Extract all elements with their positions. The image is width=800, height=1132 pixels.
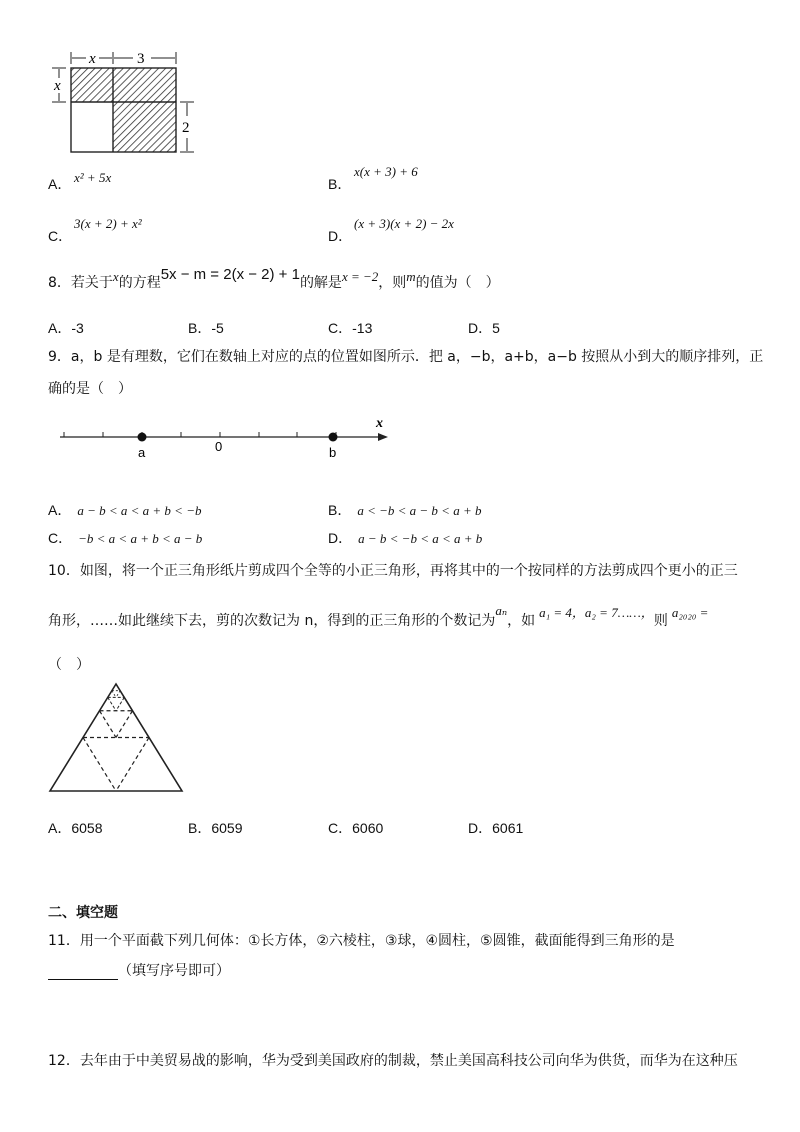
option-letter: A． <box>48 176 72 192</box>
point-label-a: a <box>138 445 146 460</box>
q7-option-d-expr: (x + 3)(x + 2) − 2x <box>354 216 454 231</box>
q9-stem-line2: 确的是（ ） <box>48 381 132 397</box>
option-letter: D． <box>328 228 353 244</box>
q8-option-c[interactable]: C．-13 <box>328 320 373 336</box>
hatched-bottom-right <box>113 102 176 152</box>
q8-solution: x = −2 <box>341 269 379 284</box>
q9-option-c[interactable]: C． −b < a < a + b < a − b <box>48 530 203 546</box>
number-line <box>0 410 800 490</box>
q7-option-a-expr: x² + 5x <box>74 170 112 185</box>
q10-stem-line3: （ ） <box>48 657 90 673</box>
q10-stem-line1: 10．如图，将一个正三角形纸片剪成四个全等的小正三角形，再将其中的一个按同样的方法剪成四个更小的正三 <box>48 563 738 579</box>
hatched-top-right <box>113 68 176 102</box>
q7-option-d[interactable] <box>328 226 352 246</box>
q8-stem: 8．若关于x的方程5x − m = 2(x − 2) + 1的解是x = −2，则m的值为（ ） <box>48 266 500 291</box>
axis-label-x: x <box>376 416 383 431</box>
q10-option-b[interactable]: B．6059 <box>188 820 243 836</box>
answer-blank[interactable] <box>48 965 118 980</box>
q10-option-c[interactable]: C．6060 <box>328 820 384 836</box>
q12-stem-line1: 12．去年由于中美贸易战的影响，华为受到美国政府的制裁，禁止美国高科技公司向华为供货，而华为在这种压 <box>48 1053 738 1069</box>
q8-equation: 5x − m = 2(x − 2) + 1 <box>160 266 300 283</box>
point-b <box>329 433 338 442</box>
q11-stem-line2: （填写序号即可） <box>48 960 230 980</box>
hatched-top-left <box>71 68 113 102</box>
q10-option-a[interactable]: A．6058 <box>48 820 103 836</box>
dim-label-2: 2 <box>182 120 190 136</box>
q7-option-b-expr: x(x + 3) + 6 <box>354 164 418 179</box>
q11-stem-line1: 11．用一个平面截下列几何体：①长方体，②六棱柱，③球，④圆柱，⑤圆锥，截面能得到三角形的是 <box>48 933 675 949</box>
q8-option-d[interactable]: D．5 <box>468 320 500 336</box>
dim-label-x-side: x <box>54 78 61 94</box>
q10-option-d[interactable]: D．6061 <box>468 820 524 836</box>
origin-label-0: 0 <box>215 439 223 454</box>
triangle-subdivision-figure <box>0 680 800 820</box>
option-letter: C． <box>48 228 73 244</box>
point-a <box>138 433 147 442</box>
q8-option-a[interactable]: A．-3 <box>48 320 84 336</box>
dim-label-3: 3 <box>137 51 145 67</box>
q9-option-a[interactable]: A． a − b < a < a + b < −b <box>48 502 202 518</box>
q9-option-b[interactable]: B． a < −b < a − b < a + b <box>328 502 482 518</box>
q8-option-b[interactable]: B．-5 <box>188 320 224 336</box>
dim-label-x-top: x <box>89 51 96 67</box>
option-letter: B． <box>328 176 352 192</box>
q7-option-a[interactable] <box>48 174 71 194</box>
q10-stem-line2: 角形，……如此继续下去，剪的次数记为 n，得到的正三角形的个数记为aₙ，如a₁ = 4，a₂ = 7……，则a₂₀₂₀ = <box>48 603 709 629</box>
q9-stem-line1: 9．a，b 是有理数，它们在数轴上对应的点的位置如图所示．把 a，−b，a+b，a−b 按照从小到大的顺序排列，正 <box>48 349 764 365</box>
q7-option-c-expr: 3(x + 2) + x² <box>74 216 142 231</box>
q7-option-c[interactable] <box>48 226 72 246</box>
q7-option-b[interactable] <box>328 174 351 194</box>
point-label-b: b <box>329 445 337 460</box>
section-title-fill-in: 二、填空题 <box>48 905 118 921</box>
q9-option-d[interactable]: D． a − b < −b < a < a + b <box>328 530 483 546</box>
